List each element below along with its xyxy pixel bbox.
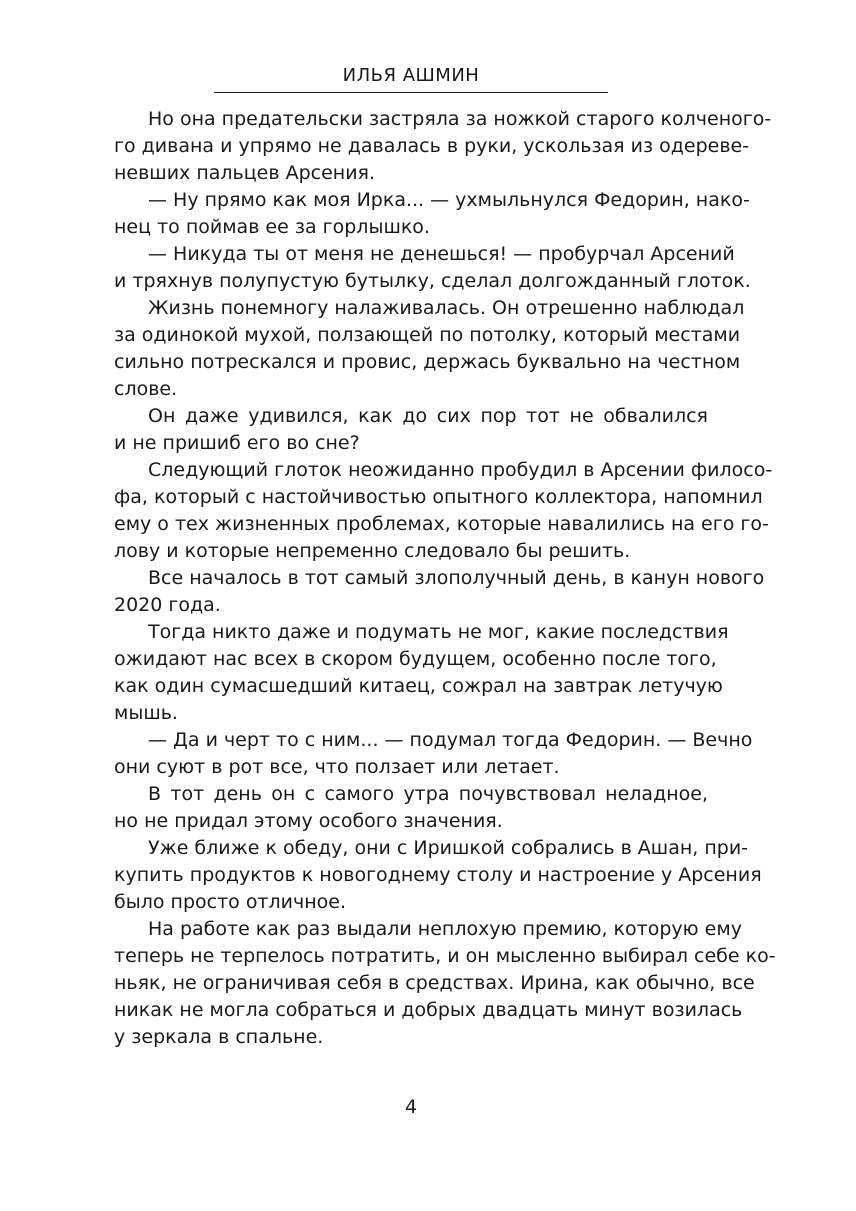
text-line: ожидают нас всех в скором будущем, особенно после того, [114, 648, 717, 670]
text-line: невших пальцев Арсения. [114, 162, 376, 184]
text-line: Уже ближе к обеду, они с Иришкой собрались в Ашан, при- [148, 837, 749, 859]
text-line: никак не могла собраться и добрых двадцать минут возилась [114, 999, 743, 1021]
text-line: Но она предательски застряла за ножкой старого колченого- [148, 108, 772, 130]
text-line: нец то поймав ее за горлышко. [114, 216, 430, 238]
text-line: 2020 года. [114, 594, 221, 616]
text-line: — Никуда ты от меня не денешься! — пробурчал Арсений [148, 243, 735, 265]
text-line: го дивана и упрямо не давалась в руки, ускользая из одереве- [114, 135, 750, 157]
text-line: было просто отличное. [114, 891, 346, 913]
text-line: — Ну прямо как моя Ирка... — ухмыльнулся Федорин, нако- [148, 189, 750, 211]
text-line: лову и которые непременно следовало бы решить. [114, 540, 631, 562]
paragraph [114, 403, 708, 457]
text-line: Тогда никто даже и подумать не мог, какие последствия [148, 621, 729, 643]
running-head-author: ИЛЬЯ АШМИН [342, 65, 480, 86]
text-line: Следующий глоток неожиданно пробудил в Арсении филосо- [148, 459, 773, 481]
paragraph [114, 619, 729, 727]
paragraph [114, 727, 753, 781]
text-line: купить продуктов к новогоднему столу и настроение у Арсения [114, 864, 762, 886]
text-line: за одинокой мухой, ползающей по потолку, который местами [114, 324, 741, 346]
text-line: — Да и черт то с ним... — подумал тогда Федорин. — Вечно [148, 729, 753, 751]
text-line: сильно потрескался и провис, держась буквально на честном [114, 351, 741, 373]
page-number: 4 [404, 1096, 418, 1118]
paragraph [114, 565, 765, 619]
text-line: они суют в рот все, что ползает или летает. [114, 756, 560, 778]
text-line: мышь. [114, 702, 178, 724]
paragraph [114, 241, 751, 295]
text-line: но не придал этому особого значения. [114, 810, 503, 832]
text-line: слове. [114, 378, 178, 400]
text-line: На работе как раз выдали неплохую премию, которую ему [148, 918, 742, 940]
paragraph [114, 835, 762, 916]
text-line: ему о тех жизненных проблемах, которые навалились на его го- [114, 513, 769, 535]
paragraph [114, 457, 773, 565]
text-line: у зеркала в спальне. [114, 1026, 324, 1048]
text-line: Все началось в тот самый злополучный день, в канун нового [148, 567, 765, 589]
paragraph [114, 295, 745, 403]
text-line: и не пришиб его во сне? [114, 432, 360, 454]
text-line: фа, который с настойчивостью опытного коллектора, напомнил [114, 486, 763, 508]
text-line: и тряхнув полупустую бутылку, сделал долгожданный глоток. [114, 270, 751, 292]
text-line: ньяк, не ограничивая себя в средствах. Ирина, как обычно, все [114, 972, 755, 994]
text-line: Жизнь понемногу налаживалась. Он отрешенно наблюдал [148, 297, 745, 319]
body-text [114, 106, 776, 1051]
paragraph [114, 781, 708, 835]
text-line: как один сумасшедший китаец, сожрал на завтрак летучую [114, 675, 723, 697]
header-rule [214, 92, 608, 93]
text-line: В тот день он с самого утра почувствовал неладное, [148, 783, 708, 805]
text-line: Он даже удивился, как до сих пор тот не обвалился [148, 405, 708, 427]
paragraph [114, 916, 776, 1051]
text-line: теперь не терпелось потратить, и он мысленно выбирал себе ко- [114, 945, 776, 967]
paragraph [114, 187, 750, 241]
paragraph [114, 106, 772, 187]
